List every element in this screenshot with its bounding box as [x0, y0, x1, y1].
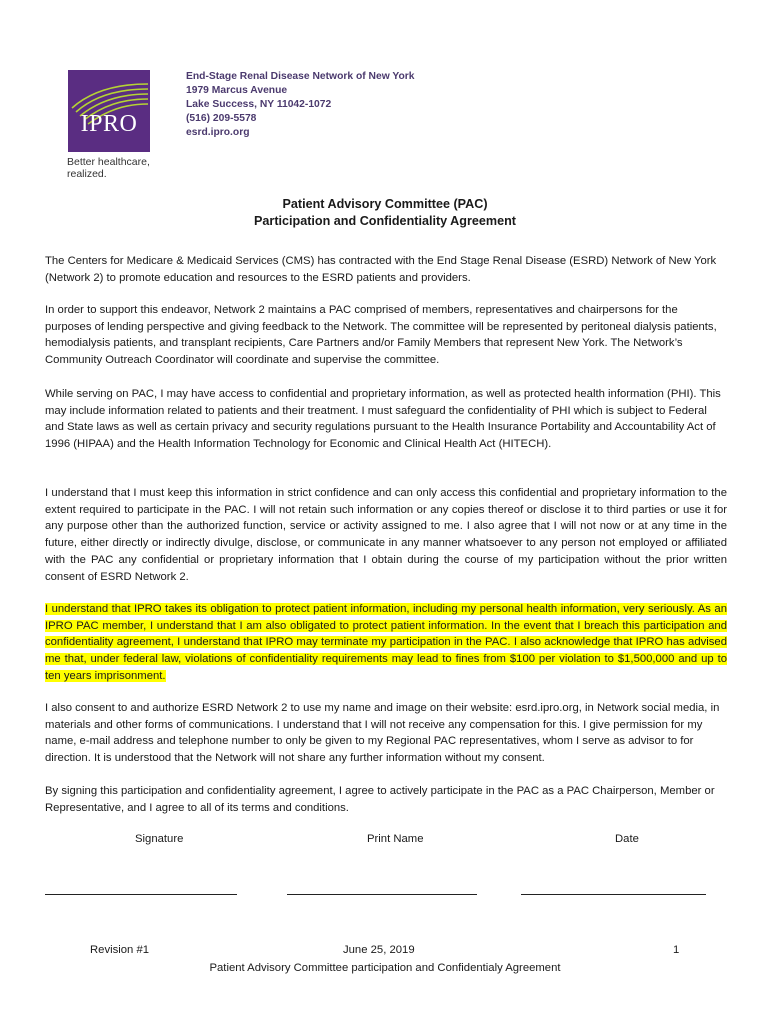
paragraph-agreement: By signing this participation and confidentiality agreement, I agree to actively participate in the PAC as a PAC Chairperson, Member or Representative, and I agree to all of its terms and conditions.: [45, 785, 715, 814]
paragraph-cms-contract: The Centers for Medicare & Medicaid Services (CMS) has contracted with the End Stage Renal Disease (ESRD) Network of New York (Network 2) to promote education and resources to the ESRD patients and providers.: [45, 255, 717, 284]
city-state-zip: Lake Success, NY 11042-1072: [186, 99, 332, 110]
footer-revision: Revision #1: [90, 944, 150, 956]
title-line-2: Participation and Confidentiality Agreement: [254, 214, 516, 228]
phone-number: (516) 209-5578: [186, 113, 257, 124]
paragraph-consent: I also consent to and authorize ESRD Network 2 to use my name and image on their website: esrd.ipro.org, in Network social media, in materials and other forms of communications. I understand that I will not receive any compensation for this. I give permission for my name, e-mail address and telephone number to only be given to my Regional PAC representatives, whom I serve as advisor to for direction. It is understood that the Network will not share any further information without my consent.: [45, 702, 720, 765]
paragraph-ipro-obligation-highlighted: [45, 601, 727, 685]
paragraph-confidentiality: I understand that I must keep this information in strict confidence and can only access this confidential and proprietary information to the extent required to participate in the PAC. I will not retain such information or any copies thereof or disclose it to third parties or use it for any purpose other than the authorized function, service or activity assigned to me. I also agree that I will not now or at any time in the future, either directly or indirectly divulge, disclose, or communicate in any manner whatsoever to any person not employed or affiliated with the PAC any confidential or proprietary information that I obtain during the course of my participation without the prior written consent of ESRD Network 2.: [45, 487, 727, 583]
highlighted-text: I understand that IPRO takes its obligation to protect patient information, including my personal health information, very seriously. As an IPRO PAC member, I understand that I am also obligated to protect patient information. In the event that I breach this participation and confidentiality agreement, I understand that IPRO may terminate my participation in the PAC. I also acknowledge that IPRO has advised me that, under federal law, violations of confidentiality requirements may lead to fines from $100 per violation to $1,500,000 and up to ten years imprisonment.: [45, 603, 727, 682]
paragraph-pac-composition: In order to support this endeavor, Network 2 maintains a PAC comprised of members, representatives and chairpersons for the purposes of lending perspective and giving feedback to the Network. The committee will be represented by peritoneal dialysis patients, hemodialysis patients, and transplant recipients, Care Partners and/or Family Members that represent New York. The Network’s Community Outreach Coordinator will coordinate and supervise the committee.: [45, 304, 717, 367]
footer-date: June 25, 2019: [343, 944, 415, 956]
date-line[interactable]: [521, 894, 706, 895]
paragraph-phi-access: While serving on PAC, I may have access to confidential and proprietary information, as well as protected health information (PHI). This may include information related to patients and their treatment. I must safeguard the confidentiality of PHI which is subject to Federal and State laws as well as certain privacy and security regulations pursuant to the Health Insurance Portability and Accountability Act of 1996 (HIPAA) and the Health Information Technology for Economic and Clinical Health Act (HITECH).: [45, 388, 721, 451]
network-address-block: [186, 70, 415, 140]
document-title: [0, 196, 770, 230]
signature-label: Signature: [135, 833, 184, 845]
signature-line[interactable]: [45, 894, 237, 895]
footer-document-title: Patient Advisory Committee participation and Confidentialy Agreement: [209, 962, 561, 974]
print-name-label: Print Name: [367, 833, 424, 845]
network-name: End-Stage Renal Disease Network of New York: [186, 71, 415, 82]
title-line-1: Patient Advisory Committee (PAC): [282, 197, 488, 211]
footer-page-number: 1: [673, 944, 680, 956]
street-address: 1979 Marcus Avenue: [186, 85, 288, 96]
logo-tagline: Better healthcare, realized.: [67, 156, 150, 180]
logo-wordmark: IPRO: [80, 111, 138, 137]
date-label: Date: [615, 833, 639, 845]
print-name-line[interactable]: [287, 894, 477, 895]
ipro-logo: [68, 70, 150, 152]
website-link[interactable]: esrd.ipro.org: [186, 127, 250, 138]
